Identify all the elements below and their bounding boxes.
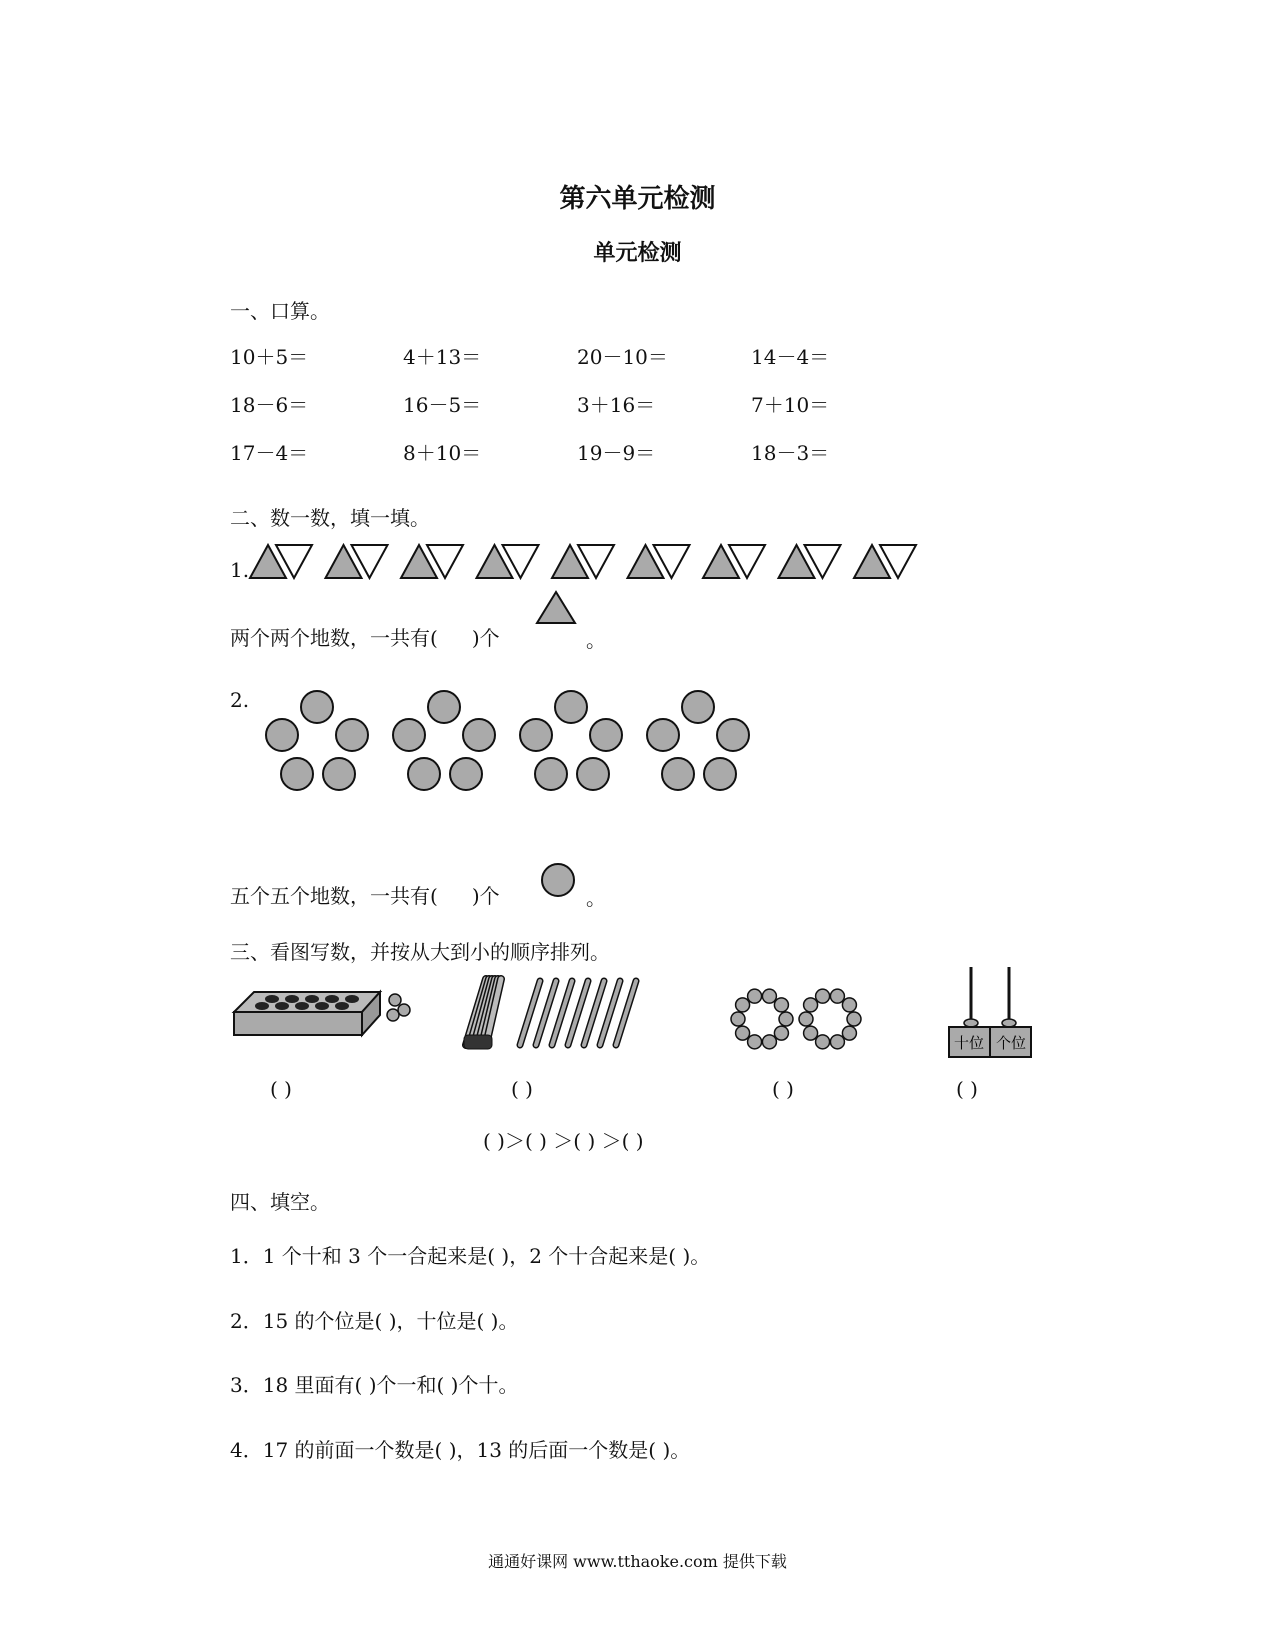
ring-bead [842,1026,856,1040]
circle-dot [590,719,622,751]
section1-heading: 一、口算。 [230,299,330,323]
circle-dot [281,758,313,790]
arith-item: 18－3＝ [751,441,830,465]
ten-box-figure [232,990,402,1050]
abacus-figure [947,965,1037,1065]
arith-item: 3＋16＝ [577,393,656,417]
answer-blank: ( ) [270,1077,292,1101]
ring-bead [804,998,818,1012]
ring-bead [830,1035,844,1049]
circle-dot [520,719,552,751]
circle-dot [266,719,298,751]
ring-bead [731,1012,745,1026]
fill-item: 3．18 里面有( )个一和( )个十。 [230,1373,519,1397]
circle-dot [336,719,368,751]
arith-item: 18－6＝ [230,393,309,417]
ring-bead [799,1012,813,1026]
q1-end: 。 [586,628,606,652]
arith-row [230,389,1130,419]
q1-number: 1. [230,558,250,582]
abacus-tens-label: 十位 [953,1034,985,1052]
arith-row [230,341,1130,371]
q2-text [230,880,500,909]
circle-dot [428,691,460,723]
circle-dot [393,719,425,751]
circle-dot [408,758,440,790]
ring-bead [774,998,788,1012]
ring-bead [842,998,856,1012]
abacus-ones-label: 个位 [995,1034,1027,1052]
circle-dot [450,758,482,790]
circle-dot [301,691,333,723]
ring-bead [774,1026,788,1040]
circle-groups-figure [250,690,770,800]
ring-bead [748,989,762,1003]
fill-item: 4．17 的前面一个数是( )，13 的后面一个数是( )。 [230,1438,691,1462]
page-subtitle: 单元检测 [593,241,682,266]
arith-item: 14－4＝ [751,345,830,369]
arith-item: 20－10＝ [577,345,668,369]
ring-bead [736,1026,750,1040]
circle-dot [323,758,355,790]
sticks-bundle-figure [460,975,640,1055]
ring-bead [830,989,844,1003]
circle-dot [577,758,609,790]
ring-bead [748,1035,762,1049]
arith-item: 4＋13＝ [403,345,482,369]
ring-bead [816,1035,830,1049]
circle-dot [662,758,694,790]
arith-item: 7＋10＝ [751,393,830,417]
triangle-pairs-figure [250,542,950,592]
circle-dot [647,719,679,751]
bead-rings-figure [730,985,865,1055]
circle-dot [682,691,714,723]
order-line: ( )＞( ) ＞( ) ＞( ) [483,1129,644,1153]
answer-blank: ( ) [511,1077,533,1101]
q2-number: 2. [230,688,250,712]
circle-dot [555,691,587,723]
ring-bead [736,998,750,1012]
arith-item: 19－9＝ [577,441,656,465]
answer-blank: ( ) [772,1077,794,1101]
footer: 通通好课网 www.tthaoke.com 提供下载 [488,1552,787,1571]
q1-text-b: )个 [471,626,500,650]
ring-bead [779,1012,793,1026]
q2-end: 。 [586,886,606,910]
fill-item: 2．15 的个位是( )，十位是( )。 [230,1309,519,1333]
answer-blank: ( ) [956,1077,978,1101]
ring-bead [762,1035,776,1049]
circle-dot [535,758,567,790]
arith-item: 8＋10＝ [403,441,482,465]
circle-icon [541,863,581,903]
circle-dot [717,719,749,751]
section2-heading: 二、数一数，填一填。 [230,506,430,530]
arith-item: 10＋5＝ [230,345,309,369]
circle-dot [463,719,495,751]
bundle-band [464,1035,492,1049]
q2-text-a: 五个五个地数，一共有( [230,884,438,908]
q2-text-b: )个 [471,884,500,908]
q1-text [230,622,500,651]
fill-item: 1．1 个十和 3 个一合起来是( )，2 个十合起来是( )。 [230,1244,711,1268]
ring-bead [804,1026,818,1040]
arith-item: 16－5＝ [403,393,482,417]
arith-item: 17－4＝ [230,441,309,465]
arith-row [230,437,1130,467]
page-title: 第六单元检测 [559,184,716,214]
section4-heading: 四、填空。 [230,1190,330,1214]
circle-dot [704,758,736,790]
ring-bead [847,1012,861,1026]
q1-text-a: 两个两个地数，一共有( [230,626,438,650]
triangle-icon [536,590,586,630]
ring-bead [816,989,830,1003]
section3-heading: 三、看图写数，并按从大到小的顺序排列。 [230,940,610,964]
ring-bead [762,989,776,1003]
